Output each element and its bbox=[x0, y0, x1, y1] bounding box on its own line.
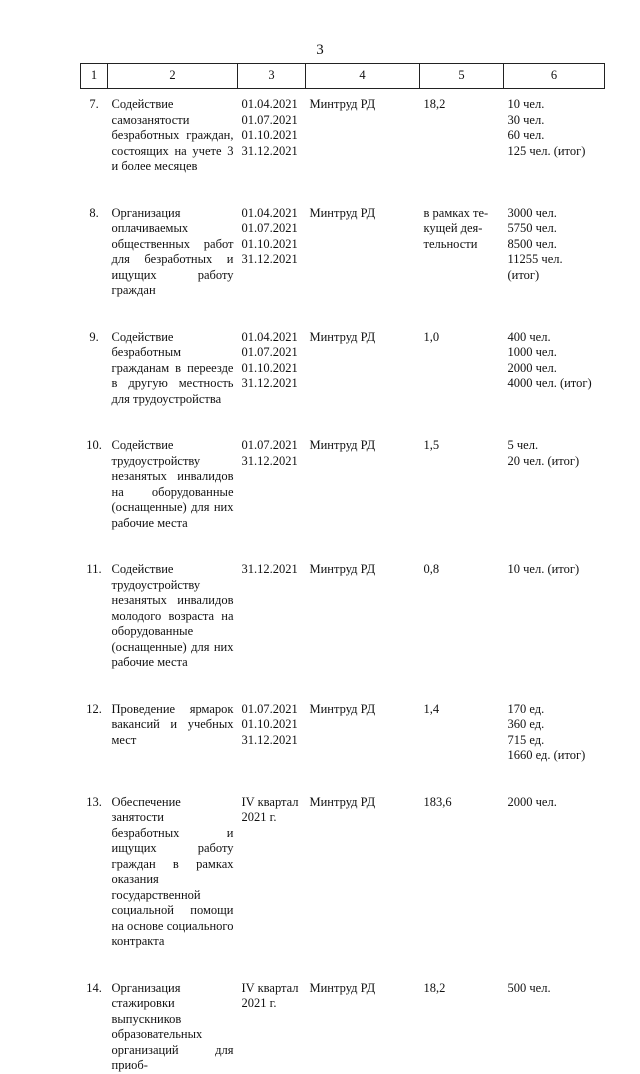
funding-value: 1,0 bbox=[423, 329, 440, 344]
row-number: 14. bbox=[86, 980, 102, 995]
executor: Минтруд РД bbox=[309, 205, 376, 220]
table-row bbox=[81, 407, 605, 531]
deadline-date: 2021 г. bbox=[241, 810, 277, 824]
result-value: 4000 чел. (итог) bbox=[507, 376, 592, 390]
funding-value: 0,8 bbox=[423, 562, 440, 576]
table-row bbox=[81, 175, 605, 299]
column-header-4: 4 bbox=[306, 64, 420, 89]
expected-results bbox=[504, 175, 605, 299]
result-value: 2000 чел. bbox=[507, 360, 557, 375]
measure-name: Проведение ярмарок вакансий и учебных мест bbox=[111, 701, 234, 747]
deadline-date: 2021 г. bbox=[241, 996, 277, 1010]
expected-results bbox=[504, 407, 605, 531]
measure-name: Содействие трудоустройству незанятых инвалидов на оборудованные (оснащенные) для них рабочие места bbox=[111, 438, 234, 530]
row-number: 9. bbox=[89, 329, 99, 344]
expected-results bbox=[504, 89, 605, 175]
deadline-date: 31.12.2021 bbox=[241, 143, 298, 158]
expected-results bbox=[504, 764, 605, 950]
measure-name: Содействие трудоустройству незанятых инвалидов молодого возраста на оборудованные (оснащенные) для них рабочие места bbox=[111, 562, 234, 669]
row-number: 8. bbox=[89, 205, 99, 220]
executor: Минтруд РД bbox=[309, 329, 376, 344]
deadline-date: 01.07.2021 bbox=[241, 112, 298, 127]
result-value: 2000 чел. bbox=[507, 794, 557, 809]
deadline-dates bbox=[238, 175, 306, 299]
table-row bbox=[81, 531, 605, 671]
expected-results bbox=[504, 531, 605, 671]
measure-name: Содействие самозанятости безработных граждан, состоящих на учете 3 и более месяцев bbox=[111, 97, 234, 173]
funding bbox=[420, 764, 504, 950]
table-body bbox=[81, 89, 605, 1074]
result-value: 5750 чел. bbox=[507, 221, 557, 235]
result-value: 400 чел. bbox=[507, 329, 551, 344]
deadline-dates bbox=[238, 299, 306, 408]
result-value: 3000 чел. bbox=[507, 205, 557, 220]
funding-value: 1,4 bbox=[423, 701, 440, 716]
deadline-date: 31.12.2021 bbox=[241, 562, 298, 576]
table-row bbox=[81, 299, 605, 408]
executor: Минтруд РД bbox=[309, 562, 376, 576]
funding-value: 18,2 bbox=[423, 97, 446, 111]
deadline-dates bbox=[238, 89, 306, 175]
deadline-date: IV квартал bbox=[241, 980, 299, 995]
result-value: 8500 чел. bbox=[507, 236, 557, 251]
table-row bbox=[81, 950, 605, 1074]
funding-value: в рамках те- bbox=[423, 205, 489, 220]
deadline-date: 01.07.2021 bbox=[241, 221, 298, 235]
deadline-date: 01.10.2021 bbox=[241, 717, 298, 731]
result-value: 500 чел. bbox=[507, 980, 551, 995]
deadline-date: 31.12.2021 bbox=[241, 376, 298, 390]
measure-name: Организация оплачиваемых общественных работ для безработных и ищущих работу граждан bbox=[111, 205, 234, 297]
funding-value: тельности bbox=[423, 236, 478, 251]
result-value: 5 чел. bbox=[507, 438, 539, 452]
deadline-dates bbox=[238, 950, 306, 1074]
funding-value: 183,6 bbox=[423, 794, 452, 809]
table-row bbox=[81, 764, 605, 950]
deadline-date: 01.10.2021 bbox=[241, 360, 298, 375]
deadline-date: 01.04.2021 bbox=[241, 329, 298, 344]
row-number: 13. bbox=[86, 794, 102, 809]
column-header-3: 3 bbox=[238, 64, 306, 89]
table-header bbox=[81, 64, 605, 89]
deadline-date: 31.12.2021 bbox=[241, 453, 298, 468]
funding bbox=[420, 950, 504, 1074]
page-number: 3 bbox=[316, 42, 324, 58]
table-row bbox=[81, 89, 605, 175]
deadline-date: 31.12.2021 bbox=[241, 732, 298, 747]
column-header-5: 5 bbox=[420, 64, 504, 89]
deadline-date: 01.10.2021 bbox=[241, 236, 298, 251]
funding-value: 1,5 bbox=[423, 438, 440, 452]
funding bbox=[420, 531, 504, 671]
deadline-dates bbox=[238, 764, 306, 950]
result-value: 10 чел. bbox=[507, 97, 545, 111]
result-value: (итог) bbox=[507, 267, 540, 282]
expected-results bbox=[504, 299, 605, 408]
funding-value: 18,2 bbox=[423, 980, 446, 995]
table-row bbox=[81, 671, 605, 764]
row-number: 7. bbox=[89, 97, 99, 111]
deadline-date: 01.10.2021 bbox=[241, 128, 298, 142]
executor: Минтруд РД bbox=[309, 438, 376, 452]
deadline-date: 01.04.2021 bbox=[241, 97, 298, 111]
funding bbox=[420, 175, 504, 299]
executor: Минтруд РД bbox=[309, 980, 376, 995]
measures-table bbox=[80, 63, 605, 1074]
result-value: 715 ед. bbox=[507, 732, 545, 747]
deadline-date: 01.07.2021 bbox=[241, 438, 298, 452]
result-value: 30 чел. bbox=[507, 112, 545, 127]
executor: Минтруд РД bbox=[309, 794, 376, 809]
deadline-dates bbox=[238, 531, 306, 671]
funding-value: кущей дея- bbox=[423, 221, 483, 235]
expected-results bbox=[504, 671, 605, 764]
column-header-6: 6 bbox=[504, 64, 605, 89]
row-number: 12. bbox=[86, 701, 102, 716]
executor: Минтруд РД bbox=[309, 97, 376, 111]
funding bbox=[420, 671, 504, 764]
deadline-date: 31.12.2021 bbox=[241, 252, 298, 266]
result-value: 125 чел. (итог) bbox=[507, 143, 586, 158]
deadline-date: IV квартал bbox=[241, 794, 299, 809]
executor: Минтруд РД bbox=[309, 701, 376, 716]
result-value: 1660 ед. (итог) bbox=[507, 748, 586, 762]
funding bbox=[420, 407, 504, 531]
measure-name: Организация стажировки выпускников образовательных организаций для приоб- bbox=[111, 980, 234, 1072]
column-header-2: 2 bbox=[108, 64, 238, 89]
result-value: 1000 чел. bbox=[507, 345, 557, 359]
deadline-date: 01.07.2021 bbox=[241, 345, 298, 359]
deadline-dates bbox=[238, 671, 306, 764]
measure-name: Содействие безработным гражданам в переезде в другую местность для трудоустройства bbox=[111, 329, 234, 406]
measure-name: Обеспечение занятости безработных и ищущих работу граждан в рамках оказания государственной социальной помощи на основе социального контракта bbox=[111, 794, 234, 948]
funding bbox=[420, 89, 504, 175]
result-value: 170 ед. bbox=[507, 701, 545, 716]
result-value: 10 чел. (итог) bbox=[507, 562, 580, 576]
result-value: 60 чел. bbox=[507, 128, 545, 142]
result-value: 20 чел. (итог) bbox=[507, 453, 580, 468]
expected-results bbox=[504, 950, 605, 1074]
funding bbox=[420, 299, 504, 408]
row-number: 10. bbox=[86, 438, 102, 452]
result-value: 11255 чел. bbox=[507, 252, 563, 266]
deadline-date: 01.04.2021 bbox=[241, 205, 298, 220]
deadline-dates bbox=[238, 407, 306, 531]
column-header-1: 1 bbox=[81, 64, 108, 89]
result-value: 360 ед. bbox=[507, 717, 545, 731]
row-number: 11. bbox=[86, 562, 102, 576]
deadline-date: 01.07.2021 bbox=[241, 701, 298, 716]
